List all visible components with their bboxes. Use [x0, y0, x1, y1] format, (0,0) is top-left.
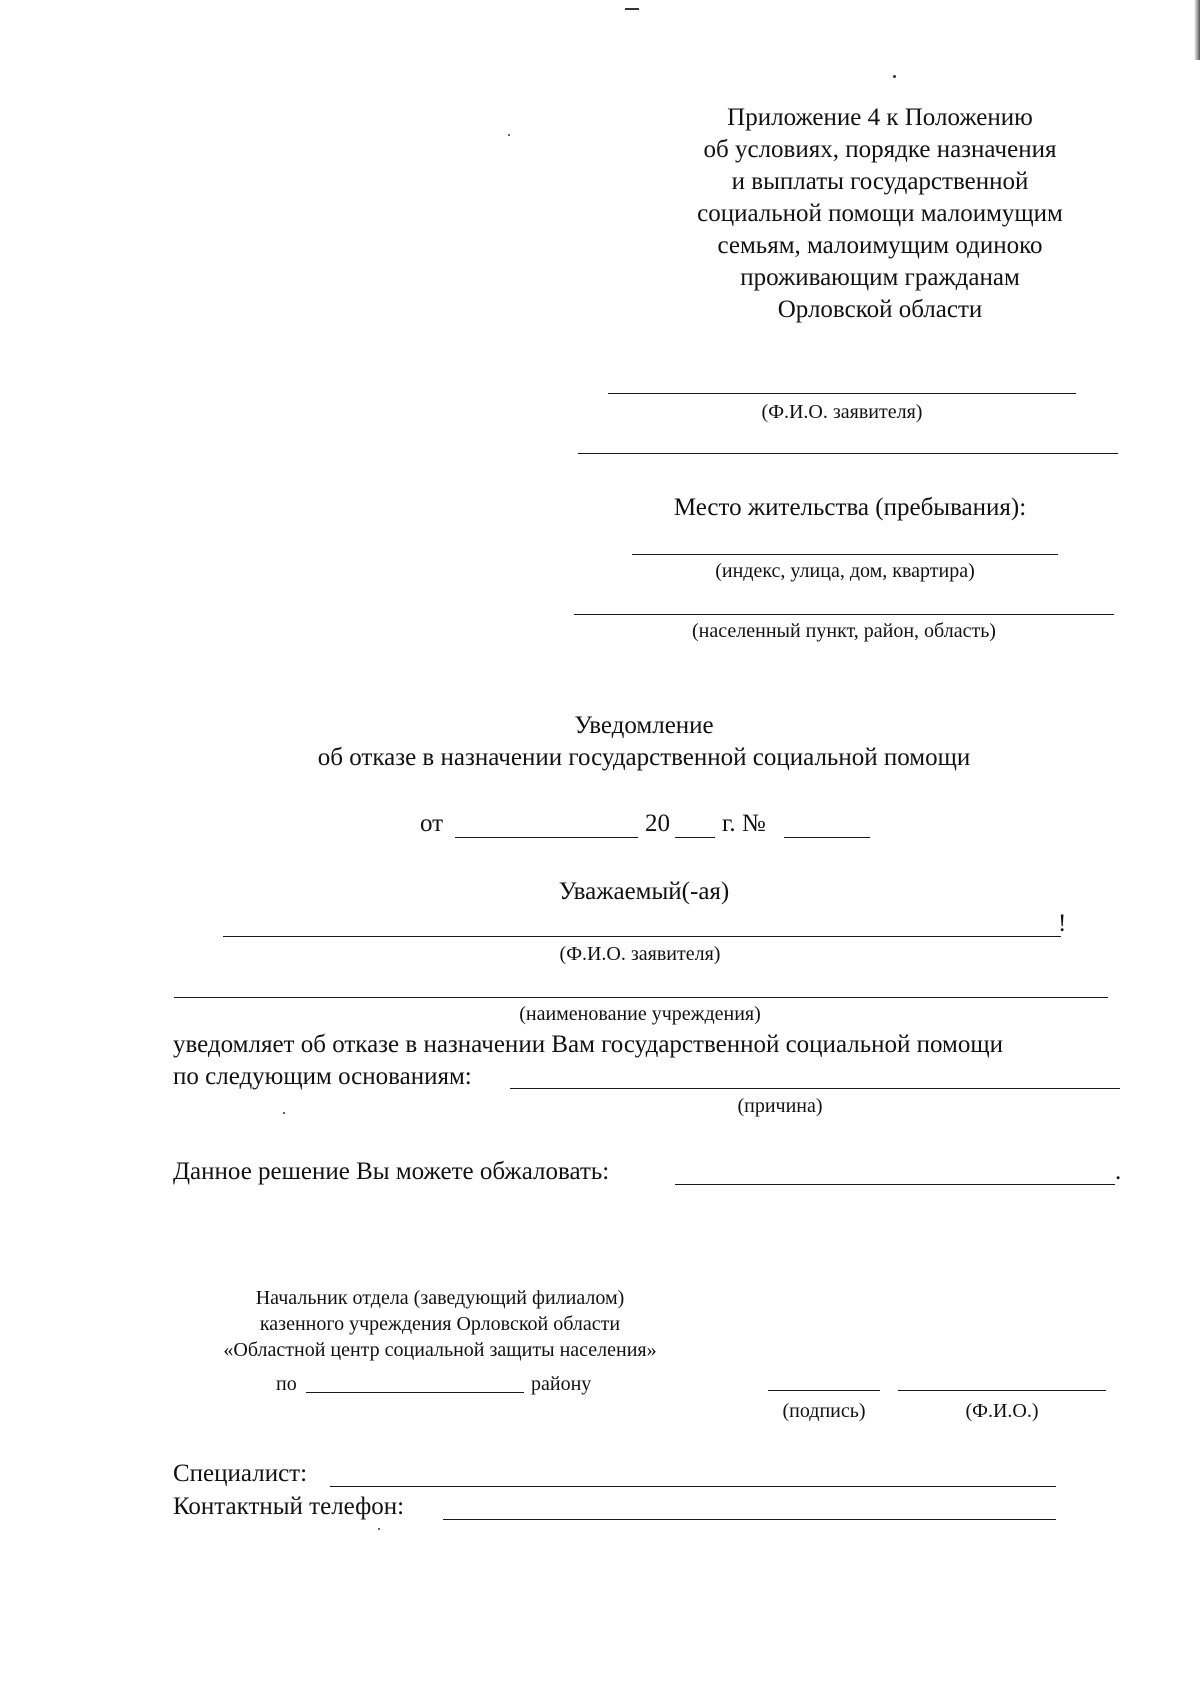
- notice-title: Уведомление: [574, 712, 714, 739]
- appendix-line: проживающим гражданам: [740, 264, 1020, 291]
- appeal-field[interactable]: [675, 1184, 1115, 1185]
- signer-fio-caption: (Ф.И.О.): [965, 1400, 1039, 1422]
- scan-speck: [893, 75, 896, 78]
- district-label: району: [531, 1373, 592, 1395]
- scan-edge-shadow: [1194, 0, 1200, 60]
- institution-caption: (наименование учреждения): [519, 1003, 761, 1025]
- specialist-label: Специалист:: [173, 1460, 308, 1487]
- number-label: г. №: [722, 810, 766, 837]
- phone-label: Контактный телефон:: [173, 1493, 405, 1520]
- locality-field[interactable]: [574, 614, 1114, 615]
- residence-label: Место жительства (пребывания):: [673, 494, 1027, 521]
- greeting-exclamation: !: [1058, 910, 1067, 937]
- address-field[interactable]: [632, 554, 1058, 555]
- signature-caption: (подпись): [782, 1400, 866, 1422]
- notice-body-line1: уведомляет об отказе в назначении Вам государственной социальной помощи: [173, 1031, 1003, 1058]
- scan-speck: [378, 1528, 380, 1530]
- number-field[interactable]: [784, 837, 870, 838]
- phone-field[interactable]: [443, 1519, 1056, 1520]
- date-from-label: от: [420, 810, 444, 837]
- specialist-field[interactable]: [330, 1486, 1056, 1487]
- appendix-line: Орловской области: [777, 296, 983, 323]
- appeal-end-dot: .: [1115, 1158, 1122, 1185]
- appendix-line: и выплаты государственной: [731, 168, 1029, 195]
- appendix-line: социальной помощи малоимущим: [697, 200, 1063, 227]
- signature-position-line: «Областной центр социальной защиты населения»: [223, 1339, 657, 1361]
- applicant-fio-field[interactable]: [608, 393, 1076, 394]
- appeal-label: Данное решение Вы можете обжаловать:: [173, 1158, 610, 1185]
- signature-position-line: Начальник отдела (заведующий филиалом): [255, 1287, 625, 1309]
- reason-field[interactable]: [510, 1088, 1120, 1089]
- appendix-line: семьям, малоимущим одиноко: [717, 232, 1043, 259]
- reason-caption: (причина): [737, 1095, 823, 1117]
- addressee-fio-field[interactable]: [223, 936, 1061, 937]
- signature-position: [160, 1285, 720, 1363]
- signature-position-line: казенного учреждения Орловской области: [259, 1313, 621, 1335]
- greeting: Уважаемый(-ая): [558, 878, 730, 905]
- date-field[interactable]: [455, 837, 638, 838]
- district-po-label: по: [276, 1373, 297, 1395]
- institution-field[interactable]: [174, 997, 1108, 998]
- signature-field[interactable]: [768, 1390, 880, 1391]
- appendix-line: об условиях, порядке назначения: [703, 136, 1057, 163]
- notice-body-line2: по следующим основаниям:: [173, 1063, 472, 1090]
- applicant-fio-field-2[interactable]: [578, 453, 1118, 454]
- notice-subtitle: об отказе в назначении государственной социальной помощи: [317, 744, 971, 771]
- signer-fio-field[interactable]: [898, 1390, 1106, 1391]
- year-label: 20: [645, 810, 670, 837]
- scan-speck: [508, 134, 510, 136]
- appendix-line: Приложение 4 к Положению: [727, 104, 1033, 131]
- scan-speck: [283, 1112, 285, 1114]
- year-field[interactable]: [675, 837, 715, 838]
- address-caption: (индекс, улица, дом, квартира): [715, 560, 975, 582]
- scan-speck: [625, 8, 639, 10]
- appendix-header: [640, 102, 1120, 326]
- addressee-fio-caption: (Ф.И.О. заявителя): [559, 943, 721, 965]
- district-field[interactable]: [306, 1392, 524, 1393]
- applicant-fio-caption: (Ф.И.О. заявителя): [761, 401, 923, 423]
- locality-caption: (населенный пункт, район, область): [692, 620, 996, 642]
